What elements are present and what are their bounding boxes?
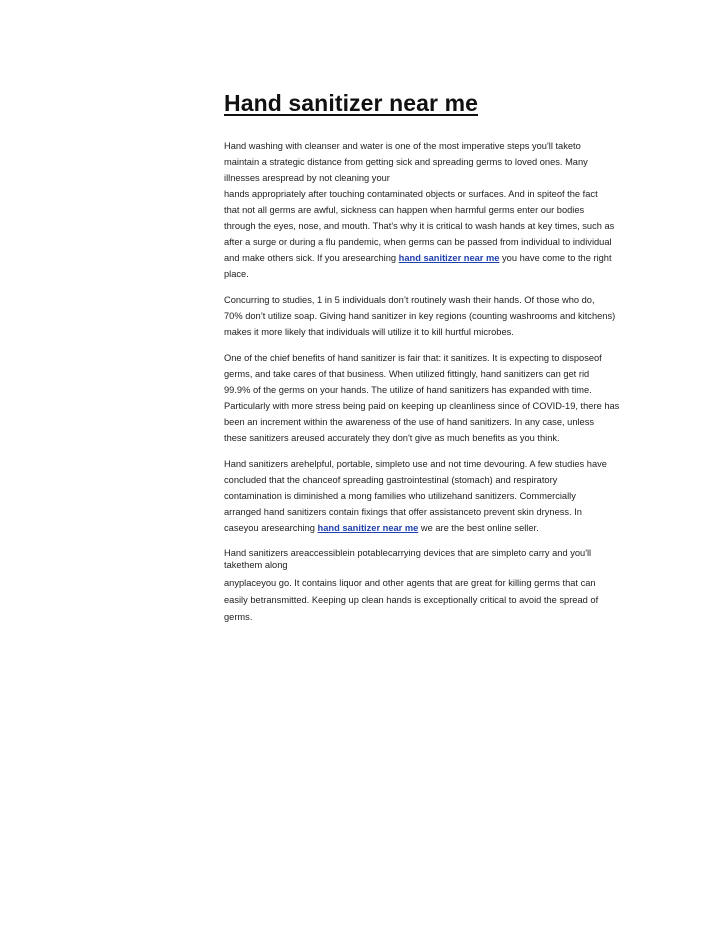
link-suffix-text: you have come to the right	[499, 253, 612, 263]
text-line: germs.	[224, 612, 253, 622]
text-line-with-link	[224, 250, 644, 266]
paragraph-1	[224, 138, 644, 282]
text-line: hands appropriately after touching contaminated objects or surfaces. And in spiteof the fact	[224, 189, 598, 199]
text-line: place.	[224, 269, 249, 279]
text-line: been an increment within the awareness of the use of hand sanitizers. In any case, unless	[224, 417, 595, 427]
text-line: contamination is diminished a mong families who utilizehand sanitizers. Commercially	[224, 491, 576, 501]
link-prefix-text: caseyou aresearching	[224, 523, 318, 533]
text-line: makes it more likely that individuals will utilize it to kill hurtful microbes.	[224, 327, 514, 337]
text-line: Concurring to studies, 1 in 5 individuals don’t routinely wash their hands. Of those who do,	[224, 295, 595, 305]
hand-sanitizer-link[interactable]: hand sanitizer near me	[398, 253, 500, 263]
text-line: illnesses arespread by not cleaning your	[224, 173, 390, 183]
text-line: arranged hand sanitizers contain fixings that offer assistanceto prevent skin dryness. In	[224, 507, 582, 517]
paragraph-5	[224, 547, 644, 626]
page-title: Hand sanitizer near me	[224, 90, 479, 116]
paragraph-3	[224, 350, 644, 446]
paragraph-4	[224, 456, 644, 536]
text-line: Hand sanitizers areaccessiblein potablecarrying devices that are simpleto carry and you'll	[224, 548, 592, 558]
text-line: One of the chief benefits of hand sanitizer is fair that: it sanitizes. It is expecting to disposeof	[224, 353, 602, 363]
hand-sanitizer-link[interactable]: hand sanitizer near me	[317, 523, 419, 533]
text-line: Hand washing with cleanser and water is one of the most imperative steps you'll taketo	[224, 141, 581, 151]
text-line-with-link	[224, 520, 644, 536]
text-line: maintain a strategic distance from getting sick and spreading germs to loved ones. Many	[224, 157, 588, 167]
article-body	[224, 138, 644, 626]
text-line: 70% don’t utilize soap. Giving hand sanitizer in key regions (counting washrooms and kitchens)	[224, 311, 616, 321]
text-line: Hand sanitizers arehelpful, portable, simpleto use and not time devouring. A few studies have	[224, 459, 607, 469]
text-line: germs, and take cares of that business. When utilized fittingly, hand sanitizers can get rid	[224, 369, 590, 379]
link-prefix-text: and make others sick. If you aresearching	[224, 253, 399, 263]
text-line: through the eyes, nose, and mouth. That’s why it is critical to wash hands at key times, such as	[224, 221, 615, 231]
text-line: after a surge or during a flu pandemic, when germs can be passed from individual to individual	[224, 237, 612, 247]
text-line: that not all germs are awful, sickness can happen when harmful germs enter our bodies	[224, 205, 585, 215]
paragraph-2	[224, 292, 644, 340]
text-line: anyplaceyou go. It contains liquor and other agents that are great for killing germs that can	[224, 578, 596, 588]
text-line: concluded that the chanceof spreading gastrointestinal (stomach) and respiratory	[224, 475, 558, 485]
text-line: easily betransmitted. Keeping up clean hands is exceptionally critical to avoid the spread of	[224, 595, 599, 605]
text-line: these sanitizers areused accurately they don't give as much benefits as you think.	[224, 433, 560, 443]
text-line: 99.9% of the germs on your hands. The utilize of hand sanitizers has expanded with time.	[224, 385, 592, 395]
text-line: takethem along	[224, 560, 288, 570]
link-suffix-text: we are the best online seller.	[418, 523, 539, 533]
text-line: Particularly with more stress being paid on keeping up cleanliness since of COVID-19, there has	[224, 401, 620, 411]
